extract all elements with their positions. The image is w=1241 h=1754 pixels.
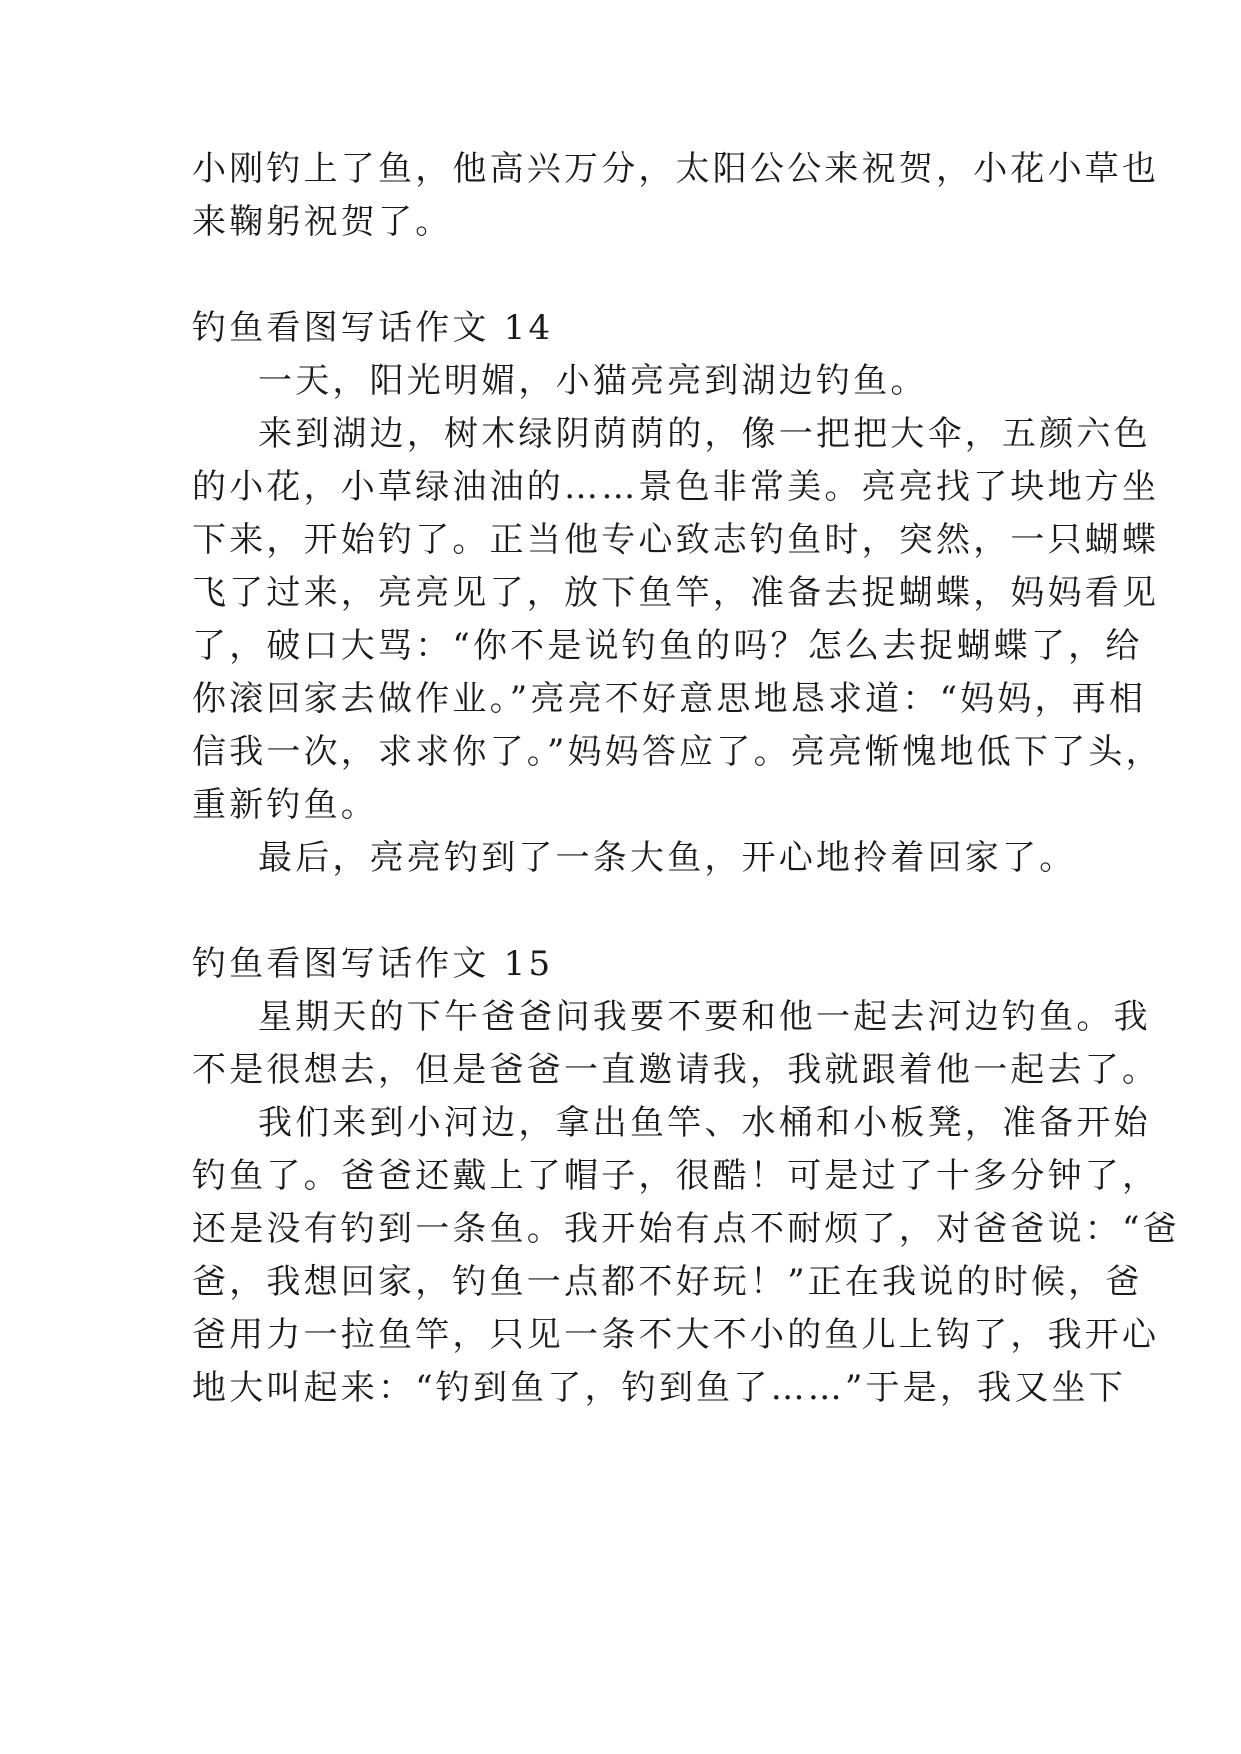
paragraph-line: 下来，开始钓了。正当他专心致志钓鱼时，突然，一只蝴蝶 (192, 520, 1160, 560)
paragraph-line: 飞了过来，亮亮见了，放下鱼竿，准备去捉蝴蝶，妈妈看见 (192, 573, 1160, 613)
paragraph-line: 小刚钓上了鱼，他高兴万分，太阳公公来祝贺，小花小草也 (192, 149, 1160, 189)
paragraph-line: 你滚回家去做作业。”亮亮不好意思地恳求道：“妈妈，再相 (192, 679, 1147, 719)
paragraph-line: 星期天的下午爸爸问我要不要和他一起去河边钓鱼。我 (258, 997, 1151, 1037)
paragraph-line: 爸用力一拉鱼竿，只见一条不大不小的鱼儿上钩了，我开心 (192, 1315, 1160, 1355)
paragraph-line: 的小花，小草绿油油的……景色非常美。亮亮找了块地方坐 (192, 467, 1160, 507)
paragraph-line: 一天，阳光明媚，小猫亮亮到湖边钓鱼。 (258, 361, 928, 401)
paragraph-line: 还是没有钓到一条鱼。我开始有点不耐烦了，对爸爸说：“爸 (192, 1209, 1180, 1249)
section-heading: 钓鱼看图写话作文 14 (192, 308, 554, 348)
paragraph-line: 爸，我想回家，钓鱼一点都不好玩！”正在我说的时候，爸 (192, 1262, 1143, 1302)
paragraph-line: 不是很想去，但是爸爸一直邀请我，我就跟着他一起去了。 (192, 1050, 1160, 1090)
paragraph-line: 我们来到小河边，拿出鱼竿、水桶和小板凳，准备开始 (258, 1103, 1151, 1143)
paragraph-line: 重新钓鱼。 (192, 785, 378, 825)
section-heading: 钓鱼看图写话作文 15 (192, 944, 554, 984)
paragraph-line: 了，破口大骂：“你不是说钓鱼的吗？怎么去捉蝴蝶了，给 (192, 626, 1143, 666)
paragraph-line: 地大叫起来：“钓到鱼了，钓到鱼了……”于是，我又坐下 (192, 1368, 1126, 1408)
paragraph-line: 最后，亮亮钓到了一条大鱼，开心地拎着回家了。 (258, 838, 1077, 878)
paragraph-line: 信我一次，求求你了。”妈妈答应了。亮亮惭愧地低下了头， (192, 732, 1163, 772)
paragraph-line: 来鞠躬祝贺了。 (192, 202, 453, 242)
paragraph-line: 来到湖边，树木绿阴荫荫的，像一把把大伞，五颜六色 (258, 414, 1151, 454)
paragraph-line: 钓鱼了。爸爸还戴上了帽子，很酷！可是过了十多分钟了， (192, 1156, 1160, 1196)
